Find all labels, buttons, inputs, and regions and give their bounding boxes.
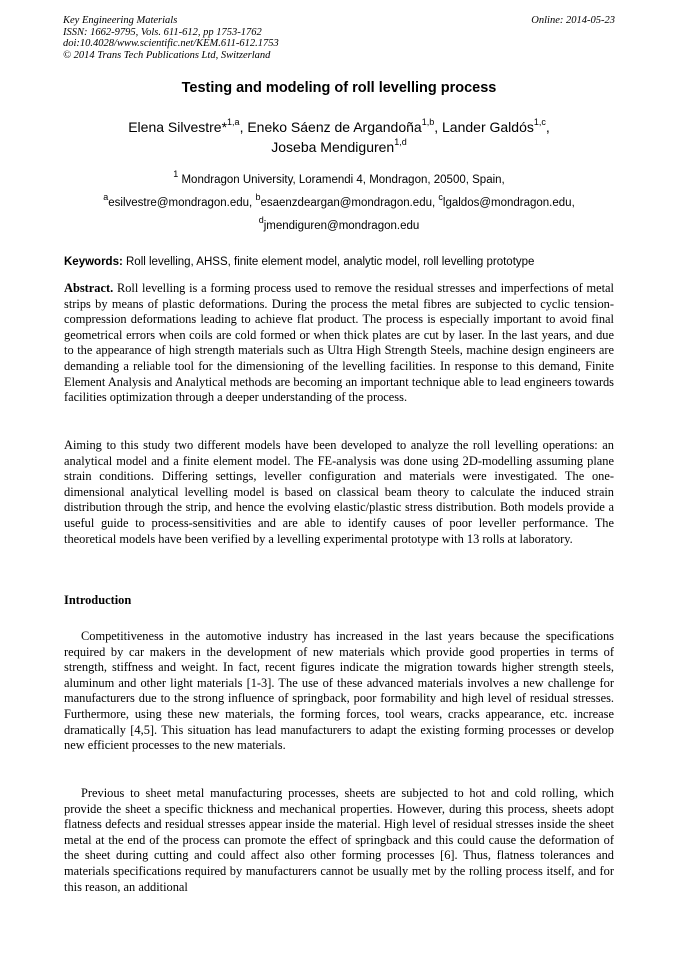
doi-line: doi:10.4028/www.scientific.net/KEM.611-612.1753 xyxy=(63,38,279,49)
keywords-label: Keywords: xyxy=(64,256,123,268)
paper-title: Testing and modeling of roll levelling process xyxy=(181,80,497,96)
issn-line: ISSN: 1662-9795, Vols. 611-612, pp 1753-1762 xyxy=(63,26,262,38)
email-b: esaenzdeargan@mondragon.edu, xyxy=(260,197,439,209)
abstract-text-1: Roll levelling is a forming process used to remove the residual stresses and imperfections of metal strips by means of plastic deformations. During the process the metal fibres are subjected to cyclic tension-compression deformations leading to achieve flat product. The process is especially important to avoid final geometrical errors when coils are cold formed or when thick plates are cut by laser. In the last years, and due to the appearance of high strength materials such as Ultra High Strength Steels, machine design engineers are demanding a reliable tool for the dimensioning of the levelling facilities. In response to this demand, Finite Element Analysis and Analytical methods are becoming an important technique able to lead engineers towards facilities optimization through a deeper understanding of the process. xyxy=(64,281,614,405)
author-2-name: , Eneko Sáenz de Argandoña xyxy=(239,119,422,135)
affiliation-text: Mondragon University, Loramendi 4, Mondragon, 20500, Spain, xyxy=(178,174,505,186)
author-3-sup: 1,c xyxy=(533,117,546,128)
intro-paragraph-1: Competitiveness in the automotive industry has increased in the last years because the specifications required by car makers in the development of new materials which provide good properties in terms of strength, stiffness and weight. In fact, recent figures indicate the migration towards higher strength steels, aluminum and other light materials [1-3]. The use of these advanced materials involves a new challenge for manufacturers due to the strong influence of springback, poor formability and high level of residual stresses. Furthermore, using these new materials, the forming forces, tool wears, cracks appearance, etc. increase dramatically [4,5]. This situation has lead manufacturers to adapt the existing forming processes or develop new efficient processes to the new materials. xyxy=(64,629,614,753)
copyright-line: © 2014 Trans Tech Publications Ltd, Switzerland xyxy=(63,49,271,61)
author-1-name: Elena Silvestre* xyxy=(128,119,228,135)
author-3-name: , Lander Galdós xyxy=(434,119,534,135)
email-line-1 xyxy=(0,192,678,209)
author-line-1 xyxy=(0,117,678,137)
email-b-sup: b xyxy=(255,192,261,203)
affiliation-number: 1 xyxy=(173,169,179,180)
abstract-paragraph-1 xyxy=(64,281,614,406)
author-1-sup: 1,a xyxy=(227,117,240,128)
keywords-text: Roll levelling, AHSS, finite element model, analytic model, roll levelling prototype xyxy=(122,256,535,268)
email-c: lgaldos@mondragon.edu, xyxy=(442,197,575,209)
online-date: Online: 2014-05-23 xyxy=(531,15,615,26)
abstract-paragraph-2: Aiming to this study two different models have been developed to analyze the roll levelling operations: an analytical model and a finite element model. The FE-analysis was done using 2D-modelling assuming plane strain conditions. Differing settings, leveller configuration and materials were investigated. The one-dimensional analytical levelling model is based on classical beam theory to calculate the induced strain distribution through the strip, and hence the evolving elastic/plastic stress distribution. Both models provide a useful guide to process-sensitivities and are able to identify causes of poor leveller performance. The theoretical models have been verified by a levelling experimental prototype with 13 rolls at laboratory. xyxy=(64,438,614,546)
intro-paragraph-2: Previous to sheet metal manufacturing processes, sheets are subjected to hot and cold rolling, which provide the sheet a specific thickness and mechanical properties. However, during this process, sheets adopt flatness defects and residual stresses appear inside the material. High level of residual stresses inside the sheet metal at the end of the process can promote the effect of springback and this could cause the deformation of the sheet during cutting and could affect also other forming processes [6]. Thus, flatness tolerances and materials specifications required by manufacturers cannot be usually met by the rolling process itself, and for this reason, an additional xyxy=(64,786,614,894)
email-c-sup: c xyxy=(438,192,443,203)
email-d-sup: d xyxy=(258,215,264,226)
author-4-sup: 1,d xyxy=(394,137,407,148)
author-2-sup: 1,b xyxy=(421,117,435,128)
author-3-end: , xyxy=(545,119,550,135)
affiliation-line xyxy=(0,169,678,186)
author-line-2 xyxy=(0,137,678,157)
keywords xyxy=(64,256,614,268)
journal-name: Key Engineering Materials xyxy=(63,15,178,26)
email-a-sup: a xyxy=(103,192,109,203)
abstract-label: Abstract. xyxy=(64,281,114,295)
author-list xyxy=(0,117,678,157)
section-heading-introduction: Introduction xyxy=(64,593,132,607)
author-4-name: Joseba Mendiguren xyxy=(271,139,395,155)
email-d: jmendiguren@mondragon.edu xyxy=(263,220,420,232)
journal-header xyxy=(63,15,615,61)
email-line-2 xyxy=(0,215,678,232)
email-a: esilvestre@mondragon.edu, xyxy=(108,197,256,209)
